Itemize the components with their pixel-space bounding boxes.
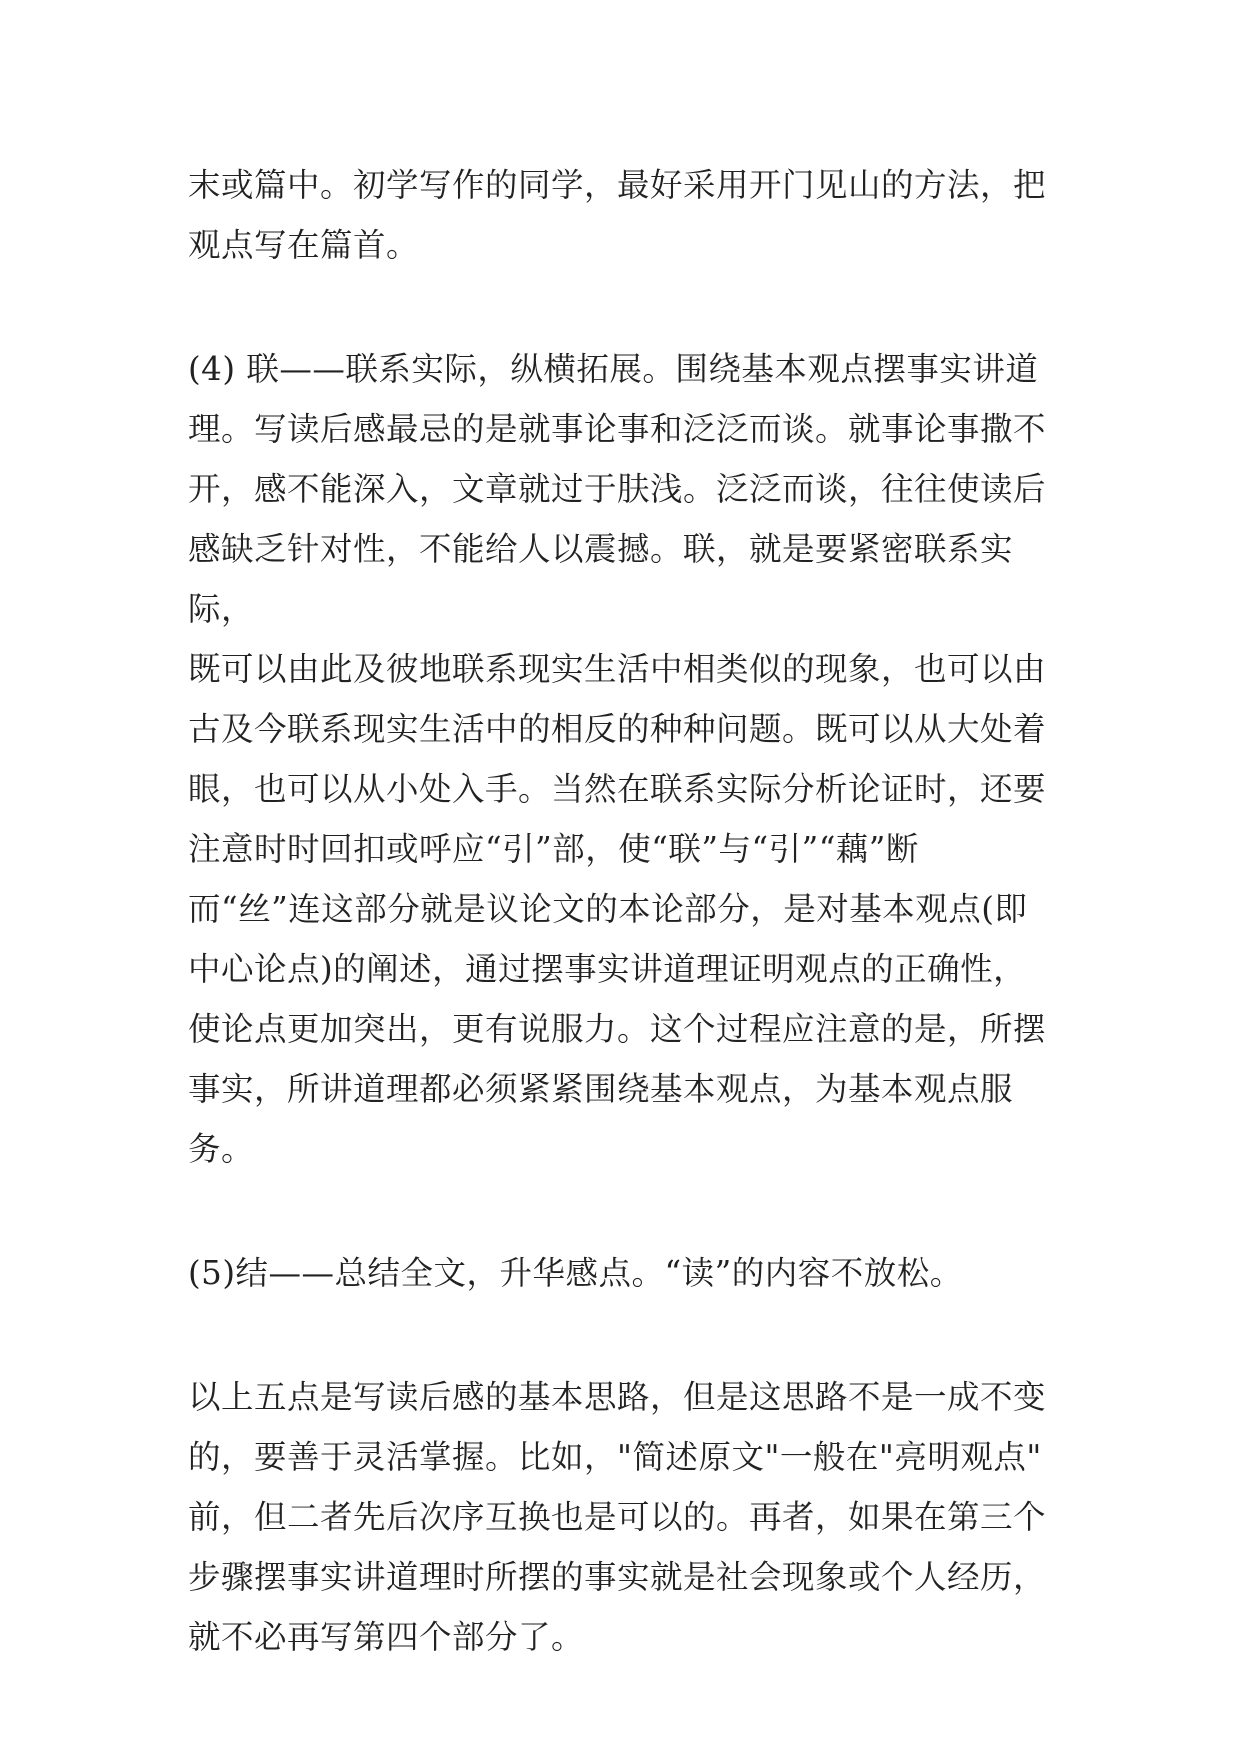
paragraph-gap xyxy=(188,1179,1063,1243)
paragraph-gap xyxy=(188,275,1063,339)
document-page xyxy=(188,155,1063,1667)
paragraph-step-5-jie: (5)结——总结全文，升华感点。“读”的内容不放松。 xyxy=(188,1254,963,1292)
paragraph-gap xyxy=(188,1303,1063,1367)
paragraph-step-4-lian: (4) 联——联系实际，纵横拓展。围绕基本观点摆事实讲道 理。写读后感最忌的是就事论事和泛泛而谈。就事论事撒不 开，感不能深入，文章就过于肤浅。泛泛而谈，往往使读后 感缺乏针对性，不能给人以震撼。联，就是要紧密联系实际， 既可以由此及彼地联系现实生活中相类似的现象，也可以由 古及今联系现实生活中的相反的种种问题。既可以从大处着 眼，也可以从小处入手。当然在联系实际分析论证时，还要 注意时时回扣或呼应“引”部，使“联”与“引”“藕”断 而“丝”连这部分就是议论文的本论部分，是对基本观点(即 中心论点)的阐述，通过摆事实讲道理证明观点的正确性， 使论点更加突出，更有说服力。这个过程应注意的是，所摆 事实，所讲道理都必须紧紧围绕基本观点，为基本观点服务。 xyxy=(188,350,1047,1168)
paragraph-summary: 以上五点是写读后感的基本思路，但是这思路不是一成不变 的，要善于灵活掌握。比如，"简述原文"一般在"亮明观点" 前，但二者先后次序互换也是可以的。再者，如果在第三个 步骤摆事实讲道理时所摆的事实就是社会现象或个人经历， 就不必再写第四个部分了。 xyxy=(188,1378,1047,1656)
paragraph-intro-end: 末或篇中。初学写作的同学，最好采用开门见山的方法，把 观点写在篇首。 xyxy=(188,166,1047,264)
